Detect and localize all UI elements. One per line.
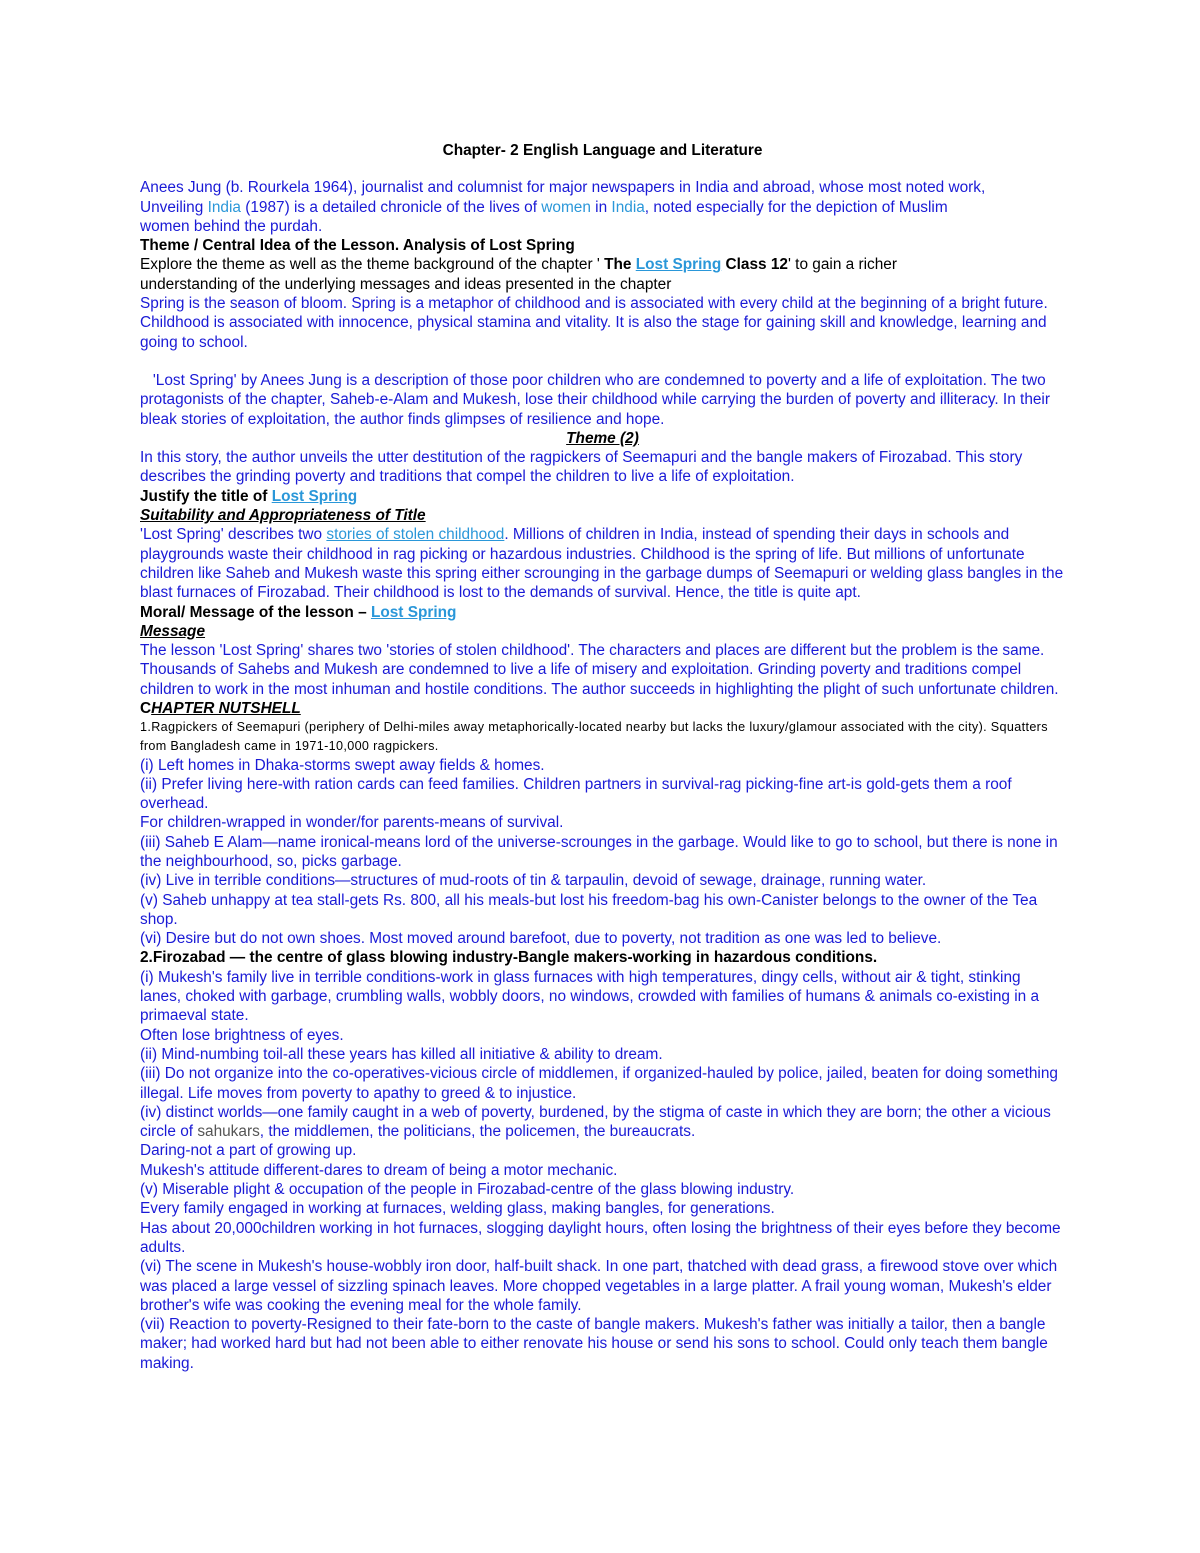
intro-text: (1987) is a detailed chronicle of the lives of (240, 198, 542, 216)
message-paragraph: The lesson 'Lost Spring' shares two 'stories of stolen childhood'. The characters and places are different but the problem is the same. Thousands of Sahebs and Mukesh are condemned to live a life of misery and exploitation. Grinding poverty and traditions compel children to work in the most inhuman and hostile conditions. The author succeeds in highlighting the plight of such unfortunate children. (140, 642, 1059, 698)
seemapuri-point-iii: (iii) Saheb E Alam—name ironical-means lord of the universe-scrounges in the garbage. Would like to go to school, but there is none in the neighbourhood, so, picks garbage. (140, 833, 1058, 870)
firozabad-point-i: (i) Mukesh's family live in terrible conditions-work in glass furnaces with high temperatures, dingy cells, without air & tight, stinking lanes, choked with garbage, crumbling walls, wobbly doors, no windows, crowded with families of humans & animals co-existing in a primaeval state. (140, 968, 1040, 1025)
nutshell-heading (140, 699, 1065, 718)
moral-label: Moral/ Message of the lesson – (140, 603, 371, 621)
document-page (140, 139, 1065, 1373)
page-title: Chapter- 2 English Language and Literature (442, 142, 763, 159)
nutshell-rest: HAPTER NUTSHELL (151, 700, 301, 718)
explore-the: The (604, 256, 636, 274)
intro-text: in (590, 198, 612, 216)
theme-heading: Theme / Central Idea of the Lesson. Analysis of Lost Spring (140, 237, 575, 255)
lost-spring-link[interactable]: Lost Spring (271, 487, 358, 505)
firozabad-iv-text: (iv) distinct worlds—one family caught in a web of poverty, burdened, by the stigma of caste in which they are born; the other a vicious circle of (140, 1103, 1051, 1141)
suitability-text: . Millions of children in India, instead of spending their days in schools and playgrounds waste their childhood in rag picking or hazardous industries. Childhood is the spring of life. But millions of unfortunate children like Saheb and Mukesh waste this spring either scrounging in the garbage dumps of Seemapuri or welding glass bangles in the blast furnaces of Firozabad. Their childhood is lost to the demands of survival. Hence, the title is quite apt. (140, 526, 1064, 602)
firozabad-point-attitude: Mukesh's attitude different-dares to dream of being a motor mechanic. (140, 1161, 618, 1179)
firozabad-point-iv (140, 1103, 1065, 1142)
explore-text: understanding of the underlying messages and ideas presented in the chapter (140, 275, 672, 293)
explore-text: Explore the theme as well as the theme background of the chapter ' (140, 256, 605, 274)
lost-spring-link[interactable]: Lost Spring (635, 256, 722, 274)
intro-line-1: Anees Jung (b. Rourkela 1964), journalist and columnist for major newspapers in India and abroad, whose most noted work, (140, 179, 986, 197)
explore-class: Class 12 (721, 256, 788, 274)
seemapuri-point-vi: (vi) Desire but do not own shoes. Most moved around barefoot, due to poverty, not tradition as one was led to believe. (140, 930, 942, 948)
spring-paragraph: Spring is the season of bloom. Spring is a metaphor of childhood and is associated with every child at the beginning of a bright future. Childhood is associated with innocence, physical stamina and vitality. It is also the stage for gaining skill and knowledge, learning and going to school. (140, 295, 1048, 351)
intro-text: , noted especially for the depiction of Muslim (644, 198, 948, 216)
seemapuri-point-iv: (iv) Live in terrible conditions—structures of mud-roots of tin & tarpaulin, devoid of sewage, drainage, running water. (140, 872, 927, 890)
firozabad-point-family: Every family engaged in working at furnaces, welding glass, making bangles, for generations. (140, 1200, 775, 1218)
explore-paragraph (140, 255, 1065, 294)
seemapuri-intro: 1.Ragpickers of Seemapuri (periphery of Delhi-miles away metaphorically-located nearby but lacks the luxury/glamour associated with the city). Squatters from Bangladesh came in 1971-10,000 ragpickers. (140, 720, 1048, 753)
lost-spring-text: 'Lost Spring' by Anees Jung is a description of those poor children who are condemned to poverty and a life of exploitation. The two protagonists of the chapter, Saheb-e-Alam and Mukesh, lose their childhood while carrying the burden of poverty and illiteracy. In their bleak stories of exploitation, the author finds glimpses of resilience and hope. (140, 371, 1050, 428)
justify-line (140, 487, 1065, 506)
india-link[interactable]: India (611, 198, 645, 216)
justify-label: Justify the title of (140, 487, 272, 505)
firozabad-heading: 2.Firozabad — the centre of glass blowing industry-Bangle makers-working in hazardous conditions. (140, 949, 878, 967)
suitability-heading: Suitability and Appropriateness of Title (140, 507, 426, 525)
lost-spring-link[interactable]: Lost Spring (370, 603, 457, 621)
women-link[interactable]: women (541, 198, 591, 216)
firozabad-point-eyes: Often lose brightness of eyes. (140, 1026, 344, 1044)
india-link[interactable]: India (207, 198, 241, 216)
nutshell-initial: C (140, 700, 152, 718)
suitability-text: 'Lost Spring' describes two (140, 526, 327, 544)
seemapuri-point-ii: (ii) Prefer living here-with ration cards can feed families. Children partners in survival-rag picking-fine art-is gold-gets them a roof overhead. (140, 775, 1012, 813)
intro-line-3: women behind the purdah. (140, 217, 323, 235)
firozabad-point-ii: (ii) Mind-numbing toil-all these years has killed all initiative & ability to dream. (140, 1045, 663, 1063)
moral-line (140, 603, 1065, 622)
seemapuri-point-wonder: For children-wrapped in wonder/for parents-means of survival. (140, 814, 564, 832)
firozabad-point-iii: (iii) Do not organize into the co-operatives-vicious circle of middlemen, if organized-hauled by police, jailed, beaten for doing something illegal. Life moves from poverty to apathy to greed & to injustice. (140, 1065, 1058, 1102)
firozabad-iv-text: , the middlemen, the politicians, the policemen, the bureaucrats. (259, 1123, 696, 1141)
intro-text: Unveiling (140, 198, 208, 216)
firozabad-point-children: Has about 20,000children working in hot furnaces, slogging daylight hours, often losing the brightness of their eyes before they become adults. (140, 1219, 1061, 1256)
firozabad-point-v: (v) Miserable plight & occupation of the people in Firozabad-centre of the glass blowing industry. (140, 1181, 795, 1199)
stolen-childhood-link[interactable]: stories of stolen childhood (326, 526, 505, 544)
suitability-paragraph (140, 525, 1065, 602)
firozabad-point-vii: (vii) Reaction to poverty-Resigned to their fate-born to the caste of bangle makers. Mukesh's father was initially a tailor, then a bangle maker; had worked hard but had not been able to either renovate his house or send his sons to school. Could only teach them bangle making. (140, 1316, 1048, 1372)
intro-paragraph (140, 178, 1065, 236)
seemapuri-point-v: (v) Saheb unhappy at tea stall-gets Rs. 800, all his meals-but lost his freedom-bag his own-Canister belongs to the owner of the Tea shop. (140, 891, 1038, 928)
theme2-paragraph: In this story, the author unveils the utter destitution of the ragpickers of Seemapuri and the bangle makers of Firozabad. This story describes the grinding poverty and traditions that compel the children to live a life of exploitation. (140, 449, 1023, 486)
seemapuri-point-i: (i) Left homes in Dhaka-storms swept away fields & homes. (140, 756, 545, 774)
theme2-heading: Theme (2) (566, 429, 639, 447)
firozabad-point-daring: Daring-not a part of growing up. (140, 1142, 357, 1160)
firozabad-point-vi: (vi) The scene in Mukesh's house-wobbly iron door, half-built shack. In one part, thatched with dead grass, a firewood stove over which was placed a large vessel of sizzling spinach leaves. More chopped vegetables in a large platter. A frail young woman, Mukesh's elder brother's wife was cooking the evening meal for the whole family. (140, 1258, 1058, 1314)
lost-spring-paragraph (140, 371, 1065, 429)
sahukars-term: sahukars (197, 1123, 260, 1141)
explore-text: ' to gain a richer (787, 256, 897, 274)
message-heading: Message (140, 622, 206, 640)
